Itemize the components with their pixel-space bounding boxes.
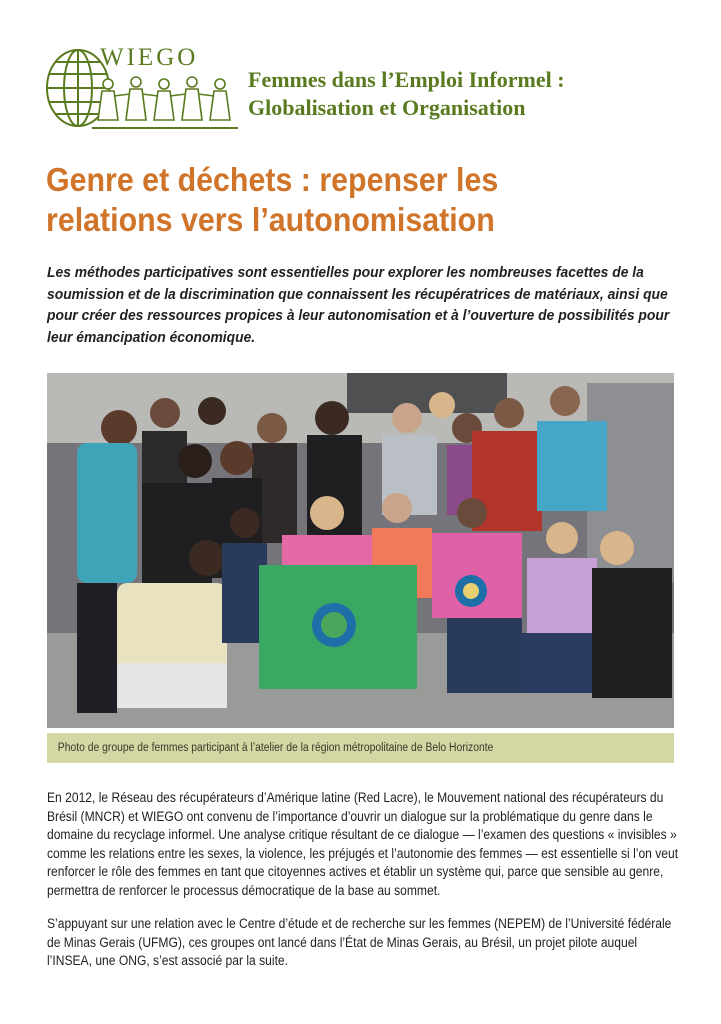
title-line-1: Genre et déchets : repenser les (46, 161, 499, 198)
logo-text: WIEGO (100, 44, 199, 71)
title-line-2: relations vers l’autonomisation (46, 201, 495, 238)
body-paragraph-2: S’appuyant sur une relation avec le Centre d’étude et de recherche sur les femmes (NEPEM) de l’Université fédérale de Minas Gerais (UFMG), ces groupes ont lancé dans l’État de Minas Gerais, au Brésil, un projet pilote auquel l’INSEA, une ONG, s’est associé par la suite. (47, 916, 672, 968)
photo-caption (47, 733, 674, 763)
photo-caption-text: Photo de groupe de femmes participant à l’atelier de la région métropolitaine de Belo Horizonte (57, 742, 494, 754)
group-photo-illustration (47, 373, 674, 728)
org-name (248, 66, 565, 122)
group-photo (47, 373, 674, 728)
header (44, 44, 684, 136)
lead-paragraph: Les méthodes participatives sont essentielles pour explorer les nombreuses facettes de la soumission et de la discrimination que connaissent les récupératrices de matériaux, ainsi que pour créer des ressources propices à leur autonomisation et à l’ouverture de possibilités pour leur émancipation économique. (47, 264, 670, 346)
org-line-1: Femmes dans l’Emploi Informel : (248, 67, 565, 92)
body-paragraph-1: En 2012, le Réseau des récupérateurs d’Amérique latine (Red Lacre), le Mouvement national des récupérateurs du Brésil (MNCR) et WIEGO ont convenu de l’importance d’ouvrir un dialogue sur la problématique du genre dans le domaine du recyclage informel. Une analyse critique résultant de ce dialogue — l’examen des questions « invisibles » comme les relations entre les sexes, la violence, les préjugés et l’autonomie des femmes — est essentielle si l’on veut renforcer le rôle des femmes en tant que citoyennes actives et établir un système qui, parce que sensible au genre, permettra de renforcer le processus démocratique de la base au sommet. (47, 790, 679, 898)
wiego-logo (44, 44, 240, 134)
org-line-2: Globalisation et Organisation (248, 95, 526, 120)
page-title (46, 160, 626, 240)
